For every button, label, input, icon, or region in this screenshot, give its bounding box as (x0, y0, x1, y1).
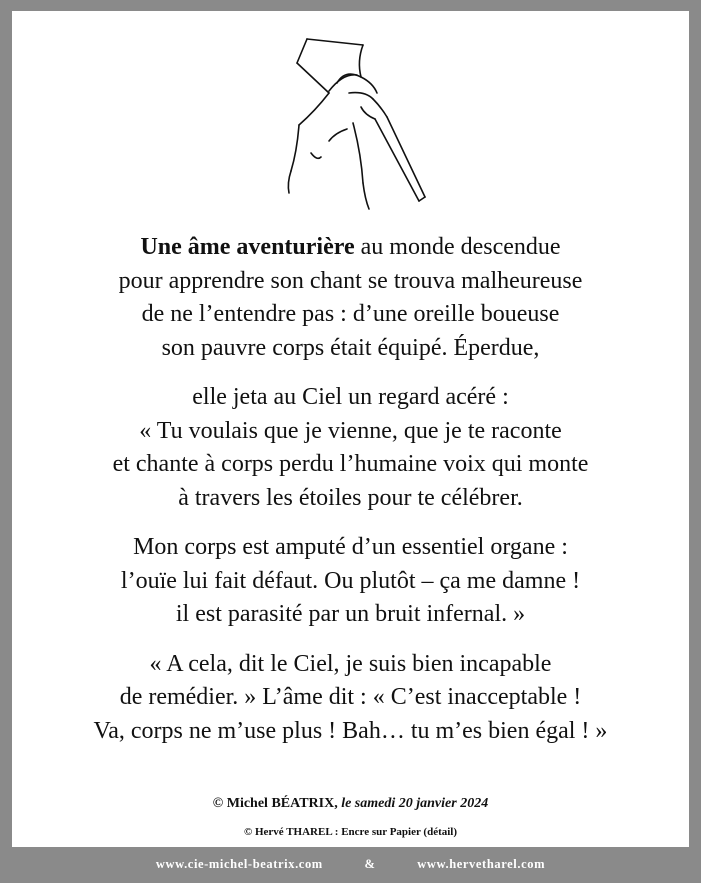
author-credit (12, 796, 689, 812)
poem-line: Mon corps est amputé d’un essentiel organe : (133, 534, 568, 560)
poem-line: il est parasité par un bruit infernal. » (175, 601, 526, 627)
stanza-3 (12, 531, 689, 632)
poem-line: Va, corps ne m’use plus ! Bah… tu m’es bien égal ! » (93, 717, 608, 744)
poem-card (12, 11, 689, 847)
poem-line: de remédier. » L’âme dit : « C’est inacceptable ! (119, 684, 582, 710)
poem-line: elle jeta au Ciel un regard acéré : (192, 384, 509, 410)
poem-date: le samedi 20 janvier 2024 (341, 796, 489, 811)
poem-line: à travers les étoiles pour te célébrer. (178, 484, 523, 511)
website-link-herve-tharel[interactable]: www.hervetharel.com (417, 857, 546, 871)
poem (12, 231, 689, 764)
author-name: © Michel BÉATRIX, (212, 796, 338, 811)
poem-line-bold-opening: Une âme aventurière (140, 234, 355, 260)
poem-line (12, 231, 689, 265)
artwork-credit: © Hervé THAREL : Encre sur Papier (détail) (243, 826, 458, 838)
footer-links (0, 857, 701, 872)
poem-line: son pauvre corps était équipé. Éperdue, (161, 334, 540, 361)
poem-line-text: au monde descendue (354, 234, 561, 260)
poem-line: « Tu voulais que je vienne, que je te raconte (139, 417, 562, 444)
poem-line: pour apprendre son chant se trouva malheureuse (118, 267, 583, 294)
stanza-1 (12, 231, 689, 365)
stanza-2 (12, 381, 689, 515)
poem-line: l’ouïe lui fait défaut. Ou plutôt – ça me damne ! (120, 567, 581, 594)
poem-line: de ne l’entendre pas : d’une oreille boueuse (141, 301, 560, 327)
website-link-michel-beatrix[interactable]: www.cie-michel-beatrix.com (155, 857, 323, 871)
poem-line: et chante à corps perdu l’humaine voix qui monte (112, 451, 589, 477)
footer-separator: & (364, 857, 376, 871)
stanza-4 (12, 648, 689, 749)
ink-line-drawing-figure-icon (277, 33, 427, 213)
poem-line: « A cela, dit le Ciel, je suis bien incapable (149, 650, 552, 677)
